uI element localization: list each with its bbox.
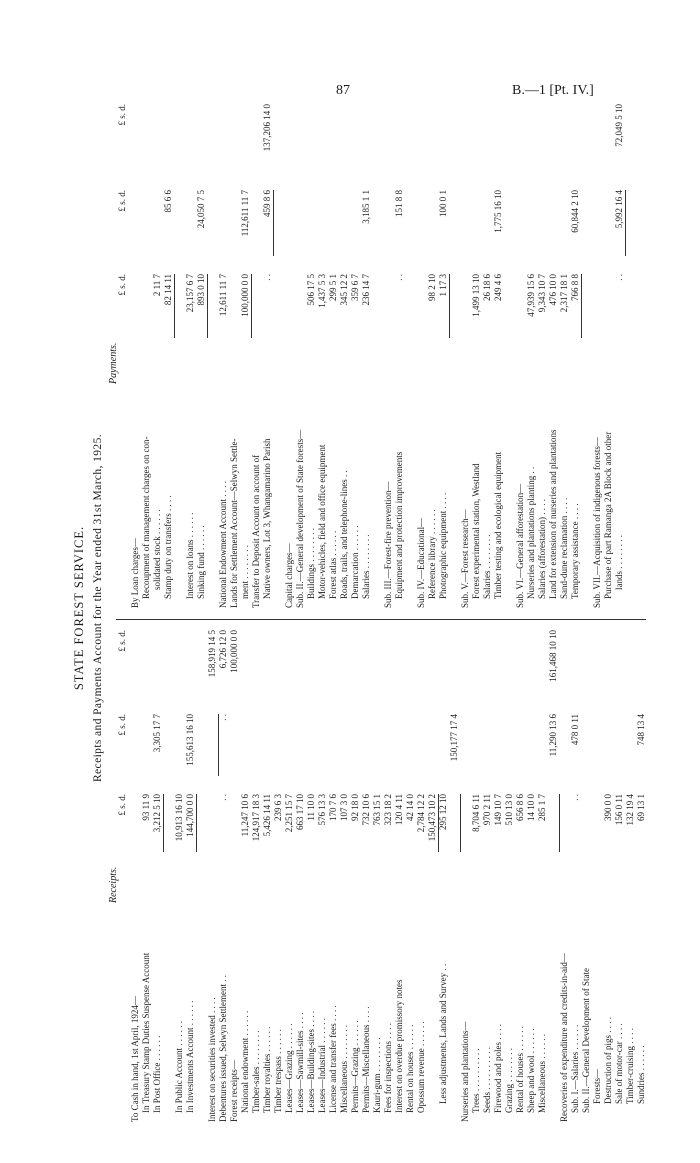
receipts-amount-col3: 158,919 14 5	[207, 630, 217, 678]
payments-row-label: Nurseries and plantations planting . .	[526, 466, 536, 599]
payments-row	[427, 88, 438, 1128]
receipts-amount-col1: 576 13 3	[317, 794, 327, 826]
receipts-row-label: Timber trespass . . . . . .	[273, 1029, 283, 1113]
payments-row-label: Sub. III.—Forest-fire prevention—	[383, 481, 393, 608]
payments-row	[328, 88, 339, 1128]
receipts-row-label: In Treasury Stamp Duties Suspense Account	[141, 952, 151, 1113]
payments-row	[240, 88, 251, 1128]
payments-row	[471, 88, 482, 1128]
receipts-amount-col1: 144,700 0 0	[185, 794, 195, 837]
payments-row-label: Sub. VI.—General afforestation—	[515, 483, 525, 608]
receipts-amount-col1: 2,251 15 7	[284, 794, 294, 833]
payments-amount-col2: 24,050 7 5	[196, 190, 206, 229]
receipts-amount-col1: 10,913 16 10	[174, 794, 184, 842]
payments-row-label: Land for extension of nurseries and plantations	[548, 429, 558, 599]
account-title: Receipts and Payments Account for the Year ended 31st March, 1925.	[92, 434, 104, 783]
payments-row-label: Salaries (afforestation) . . . .	[537, 498, 547, 599]
receipts-row-label: Sheep and wool . . . . . .	[526, 1028, 536, 1113]
receipts-row-label: Leases—Building-sites . . . .	[306, 1011, 316, 1113]
payments-row-label: Purchase of part Ramanga 2A Block and other	[603, 431, 613, 599]
payments-row-label: Interest on loans . . . . . .	[185, 512, 195, 599]
receipts-amount-col2: 155,613 16 10	[185, 714, 195, 766]
receipts-amount-col1: . .	[570, 794, 580, 801]
receipts-row-label: Debentures issued, Selwyn Settlement . .	[218, 975, 228, 1122]
payments-amount-col1: 47,939 15 6	[526, 274, 536, 317]
payments-row	[482, 88, 493, 1128]
receipts-row-label: Timber royalties . . . . . .	[262, 1026, 272, 1113]
receipts-row-label: To Cash in hand, 1st April, 1924—	[130, 996, 140, 1122]
payments-amount-col1: 249 4 6	[493, 274, 503, 301]
payments-row	[570, 88, 581, 1128]
payments-row	[152, 88, 163, 1128]
payments-header-col2: £ s. d.	[117, 190, 127, 212]
payments-row-label: Motor-vehicles, field and office equipment	[317, 444, 327, 599]
payments-row	[185, 88, 196, 1128]
payments-amount-col1: 2,317 18 1	[559, 274, 569, 313]
receipts-row-label: Leases—Grazing . . . . . .	[284, 1023, 294, 1113]
payments-row-label: Sub. II.—General development of State forests—	[295, 429, 305, 608]
payments-amount-col1: 1 17 3	[438, 274, 448, 297]
payments-row	[273, 88, 284, 1128]
account-sheet	[70, 88, 658, 1128]
receipts-amount-col2: 11,290 13 6	[548, 714, 558, 757]
payments-amount-col2: 5,992 16 4	[614, 190, 624, 229]
payments-row-label: ment . . . . . . . .	[240, 545, 250, 599]
receipts-amount-col3: 100,000 0 0	[229, 630, 239, 673]
receipts-amount-col1: 107 3 0	[339, 794, 349, 821]
payments-amount-col1: 9,343 10 7	[537, 274, 547, 313]
payments-row-label: lands . . . . . . . .	[614, 535, 624, 590]
center-divider	[116, 619, 646, 620]
receipts-row-label: Opossum revenue . . . . . .	[416, 1021, 426, 1113]
receipts-row-label: In Public Account . . . . . .	[174, 1021, 184, 1113]
payments-amount-col1: 12,611 11 7	[218, 274, 228, 317]
receipts-amount-col1: 323 18 2	[383, 794, 393, 826]
payments-row	[526, 88, 537, 1128]
payments-row	[196, 88, 207, 1128]
payments-row-label: Photographic equipment . . . .	[438, 492, 448, 599]
receipts-row-label: Leases—Industrial . . . . . .	[317, 1018, 327, 1113]
payments-row	[229, 88, 240, 1128]
payments-row-label: Buildings . . . . . . . .	[306, 527, 316, 599]
receipts-amount-col1: 5,426 14 11	[262, 794, 272, 837]
receipts-amount-col1: 656 8 6	[515, 794, 525, 821]
payments-amount-col2: 112,611 11 7	[240, 190, 250, 237]
payments-header-col1: £ s. d.	[117, 274, 127, 296]
payments-row-label: Lands for Settlement Account—Selwyn Settle-	[229, 438, 239, 608]
receipts-amount-col1: 285 1 7	[537, 794, 547, 821]
receipts-row-label: Interest on securities invested . . . .	[207, 997, 217, 1122]
payments-amount-col2: 85 6 6	[163, 190, 173, 213]
payments-row-label: Sub. IV.—Educational—	[416, 517, 426, 608]
payments-row-label: Reference library . . . . . .	[427, 509, 437, 599]
receipts-row-label: Sub. I.—Salaries . . . . . .	[570, 1024, 580, 1113]
receipts-row-label: Kauri-gum . . . . . . . .	[372, 1037, 382, 1113]
receipts-amount-col1: 42 14 0	[405, 794, 415, 821]
receipts-row-label: Nurseries and plantations—	[460, 1021, 470, 1122]
receipts-amount-col1: 124,917 18 3	[251, 794, 261, 842]
receipts-row-label: Sale of motor-car . . . .	[614, 1023, 624, 1104]
receipts-row-label: Fees for inspections . . . .	[383, 1023, 393, 1113]
payments-row	[460, 88, 471, 1128]
payments-label: Payments.	[108, 342, 119, 384]
payments-row-label: Recoupment of management charges on con-	[141, 436, 151, 599]
payments-row	[339, 88, 350, 1128]
payments-amount-col3: 137,206 14 0	[262, 104, 272, 152]
receipts-row-label: Interest on overdue promissory notes	[394, 979, 404, 1113]
payments-row	[372, 88, 383, 1128]
receipts-row-label: Permits—Miscellaneous . . . .	[361, 1006, 371, 1113]
receipts-row-label: Rental of houses . . . . . .	[515, 1026, 525, 1113]
payments-amount-col1: 766 8 8	[570, 274, 580, 301]
payments-row-label: Temporary assistance . . . .	[570, 503, 580, 599]
receipts-amount-col2: 150,177 17 4	[449, 714, 459, 762]
payments-row-label: Sub. V.—Forest research—	[460, 509, 470, 608]
payments-amount-col1: . .	[614, 274, 624, 281]
receipts-amount-col1: 663 17 10	[295, 794, 305, 830]
payments-row	[218, 88, 229, 1128]
payments-row	[350, 88, 361, 1128]
payments-amount-col2: 100 0 1	[438, 190, 448, 217]
receipts-amount-col1: 132 19 4	[625, 794, 635, 826]
receipts-amount-col2: . .	[218, 714, 228, 721]
payments-amount-col1: 299 5 1	[328, 274, 338, 301]
payments-row-label: Sub. VII.—Acquisition of indigenous forests—	[592, 437, 602, 608]
payments-row	[383, 88, 394, 1128]
payments-row	[603, 88, 614, 1128]
payments-row	[141, 88, 152, 1128]
payments-amount-col1: 100,000 0 0	[240, 274, 250, 317]
payments-row-label: Roads, trails, and telephone-lines . .	[339, 470, 349, 599]
payments-row	[581, 88, 592, 1128]
payments-row	[504, 88, 515, 1128]
payments-row	[493, 88, 504, 1128]
receipts-header-col2: £ s. d.	[117, 714, 127, 736]
payments-row-label: solidated stock . . . . . .	[152, 509, 162, 590]
payments-row-label: Salaries . . . . . . . .	[361, 534, 371, 599]
payments-amount-col1: 506 17 5	[306, 274, 316, 306]
payments-amount-col1: 82 14 11	[163, 274, 173, 306]
payments-total-rule	[625, 190, 626, 256]
payments-amount-col1: 236 14 7	[361, 274, 371, 306]
service-title: STATE FOREST SERVICE.	[72, 525, 86, 691]
payments-row-label: Capital charges—	[284, 543, 294, 608]
payments-row	[295, 88, 306, 1128]
receipts-amount-col1: 8,704 6 11	[471, 794, 481, 832]
receipts-row-label: In Post Office . . . . . .	[152, 1035, 162, 1113]
receipts-amount-col1: 11,247 10 6	[240, 794, 250, 837]
payments-amount-col2: 151 8 8	[394, 190, 404, 217]
receipts-row-label: Sub. II.—General Development of State	[581, 968, 591, 1113]
payments-amount-col1: . .	[262, 274, 272, 281]
payments-amount-col1: 476 10 0	[548, 274, 558, 306]
receipts-row-label: Less adjustments, Lands and Survey . .	[438, 963, 448, 1104]
receipts-amount-col1: 93 11 9	[141, 794, 151, 821]
payments-row	[394, 88, 405, 1128]
payments-amount-col2: 459 8 6	[262, 190, 272, 217]
receipts-amount-col1: 149 10 7	[493, 794, 503, 826]
receipts-amount-col1: 120 4 11	[394, 794, 404, 826]
receipts-row-label: Leases—Sawmill-sites . . . .	[295, 1012, 305, 1113]
receipts-amount-col1: 69 13 1	[636, 794, 646, 821]
receipts-amount-col1: 11 10 0	[306, 794, 316, 821]
receipts-amount-col1: 14 10 0	[526, 794, 536, 821]
receipts-amount-col3: 161,468 10 10	[548, 630, 558, 682]
payments-amount-col1: 893 0 10	[196, 274, 206, 306]
receipts-row-label: Seeds . . . . . . . . . .	[482, 1047, 492, 1113]
page-number: 87	[336, 83, 350, 98]
receipts-row-label: Forests—	[592, 1068, 602, 1104]
payments-amount-col1: 1,437 5 3	[317, 274, 327, 308]
payments-row	[592, 88, 603, 1128]
receipts-amount-col3: 6,726 12 0	[218, 630, 228, 669]
receipts-row-label: Trees . . . . . . . . . .	[471, 1048, 481, 1113]
payments-row-label: Native owners, Lot 3, Whangamarino Parish	[262, 438, 272, 599]
payments-amount-col1: 98 2 10	[427, 274, 437, 301]
receipts-label: Receipts.	[108, 866, 119, 903]
payments-row	[361, 88, 372, 1128]
payments-row	[537, 88, 548, 1128]
payments-amount-col1: 2 11 7	[152, 274, 162, 297]
payments-row	[262, 88, 273, 1128]
receipts-amount-col1: 970 2 11	[482, 794, 492, 826]
payments-row	[405, 88, 416, 1128]
payments-row-label: Salaries . . . . . . . .	[482, 534, 492, 599]
payments-row-label: Timber testing and ecological equipment	[493, 451, 503, 599]
payments-row	[515, 88, 526, 1128]
receipts-row-label: Miscellaneous . . . . . .	[537, 1034, 547, 1113]
payments-amount-col1: 26 18 6	[482, 274, 492, 301]
receipts-amount-col1: 156 0 11	[614, 794, 624, 826]
payments-row	[130, 88, 141, 1128]
payments-amount-col1: 1,499 13 10	[471, 274, 481, 317]
payments-row	[251, 88, 262, 1128]
payments-row-label: By Loan charges—	[130, 538, 140, 608]
payments-row-label: Equipment and protection improvements	[394, 451, 404, 599]
receipts-amount-col1: 390 0 0	[603, 794, 613, 821]
payments-header-col3: £ s. d.	[117, 104, 127, 126]
receipts-amount-col1: 3,212 5 10	[152, 794, 162, 833]
payments-row	[614, 88, 625, 1128]
payments-row	[449, 88, 460, 1128]
payments-amount-col1: 23,157 6 7	[185, 274, 195, 313]
payments-row-label: Stamp duty on transfers . . . .	[163, 495, 173, 599]
payments-row	[548, 88, 559, 1128]
receipts-amount-col1: 2,784 12 2	[416, 794, 426, 833]
payments-amount-col2: 60,844 2 10	[570, 190, 580, 233]
payments-row-label: Demarcation . . . . . .	[350, 525, 360, 599]
receipts-row-label: In Investments Account . . . . . .	[185, 1000, 195, 1113]
receipts-row-label: License and transfer fees . . . .	[328, 1005, 338, 1113]
receipts-header-col1: £ s. d.	[117, 794, 127, 816]
receipts-amount-col2: 3,305 17 7	[152, 714, 162, 753]
receipts-row-label: Timber-cruising . . . .	[625, 1028, 635, 1104]
receipts-row-label: Miscellaneous . . . . . . . .	[339, 1025, 349, 1113]
payments-row-label: Transfer to Deposit Account on account of	[251, 454, 261, 608]
receipts-amount-col1: 92 18 0	[350, 794, 360, 821]
receipts-row	[625, 88, 636, 1128]
receipts-row-label: Timber-sales . . . . . . . .	[251, 1030, 261, 1113]
payments-row-label: Sand-dune reclamation . . . .	[559, 497, 569, 599]
payments-amount-col3: 72,049 5 10	[614, 104, 624, 147]
receipts-row-label: Grazing . . . . . . . .	[504, 1048, 514, 1113]
receipts-row-label: Sundries . . . . . .	[636, 1045, 646, 1104]
receipts-header-col3: £ s. d.	[117, 630, 127, 652]
receipts-row	[636, 88, 647, 1128]
payments-row-label: Sinking fund . . . . . .	[196, 525, 206, 599]
payments-row	[438, 88, 449, 1128]
payments-amount-col1: 359 6 7	[350, 274, 360, 301]
payments-amount-col2: 1,775 16 10	[493, 190, 503, 233]
receipts-amount-col1: . .	[218, 794, 228, 801]
payments-row	[306, 88, 317, 1128]
receipts-row-label: Destruction of pigs . . . .	[603, 1017, 613, 1104]
payments-amount-col1: 345 12 2	[339, 274, 349, 306]
payments-row	[174, 88, 185, 1128]
payments-row	[207, 88, 218, 1128]
receipts-amount-col1: 295 12 10	[438, 794, 448, 830]
receipts-row-label: Firewood and poles . . . .	[493, 1024, 503, 1113]
payments-row	[284, 88, 295, 1128]
receipts-amount-col1: 170 7 6	[328, 794, 338, 821]
receipts-row-label: Rental on houses . . . . . .	[405, 1024, 415, 1113]
receipts-amount-col1: 732 10 6	[361, 794, 371, 826]
payments-amount-col1: . .	[394, 274, 404, 281]
receipts-row-label: National endowment . . . . . .	[240, 1010, 250, 1113]
receipts-row-label: Permits—Grazing . . . . . .	[350, 1020, 360, 1113]
payments-row	[559, 88, 570, 1128]
payments-amount-col2: 3,185 1 1	[361, 190, 371, 224]
payments-row	[317, 88, 328, 1128]
payments-column-header	[117, 88, 128, 1128]
page-reference: B.—1 [Pt. IV.]	[512, 83, 594, 98]
receipts-amount-col1: 763 15 1	[372, 794, 382, 826]
receipts-amount-col2: 478 0 11	[570, 714, 580, 746]
payments-row-label: Forest atlas . . . . . .	[328, 530, 338, 599]
payments-row	[416, 88, 427, 1128]
payments-row-label: National Endowment Account . . . .	[218, 481, 228, 608]
receipts-amount-col1: 510 13 0	[504, 794, 514, 826]
receipts-amount-col2: 748 13 4	[636, 714, 646, 746]
receipts-amount-col1: 239 6 3	[273, 794, 283, 821]
payments-row-label: Forest experimental station, Westland	[471, 463, 481, 599]
receipts-amount-col1: 150,473 10 2	[427, 794, 437, 842]
receipts-row-label: Forest receipts—	[229, 1060, 239, 1122]
receipts-row-label: Recoveries of expenditure and credits-in-aid—	[559, 953, 569, 1122]
payments-row	[163, 88, 174, 1128]
